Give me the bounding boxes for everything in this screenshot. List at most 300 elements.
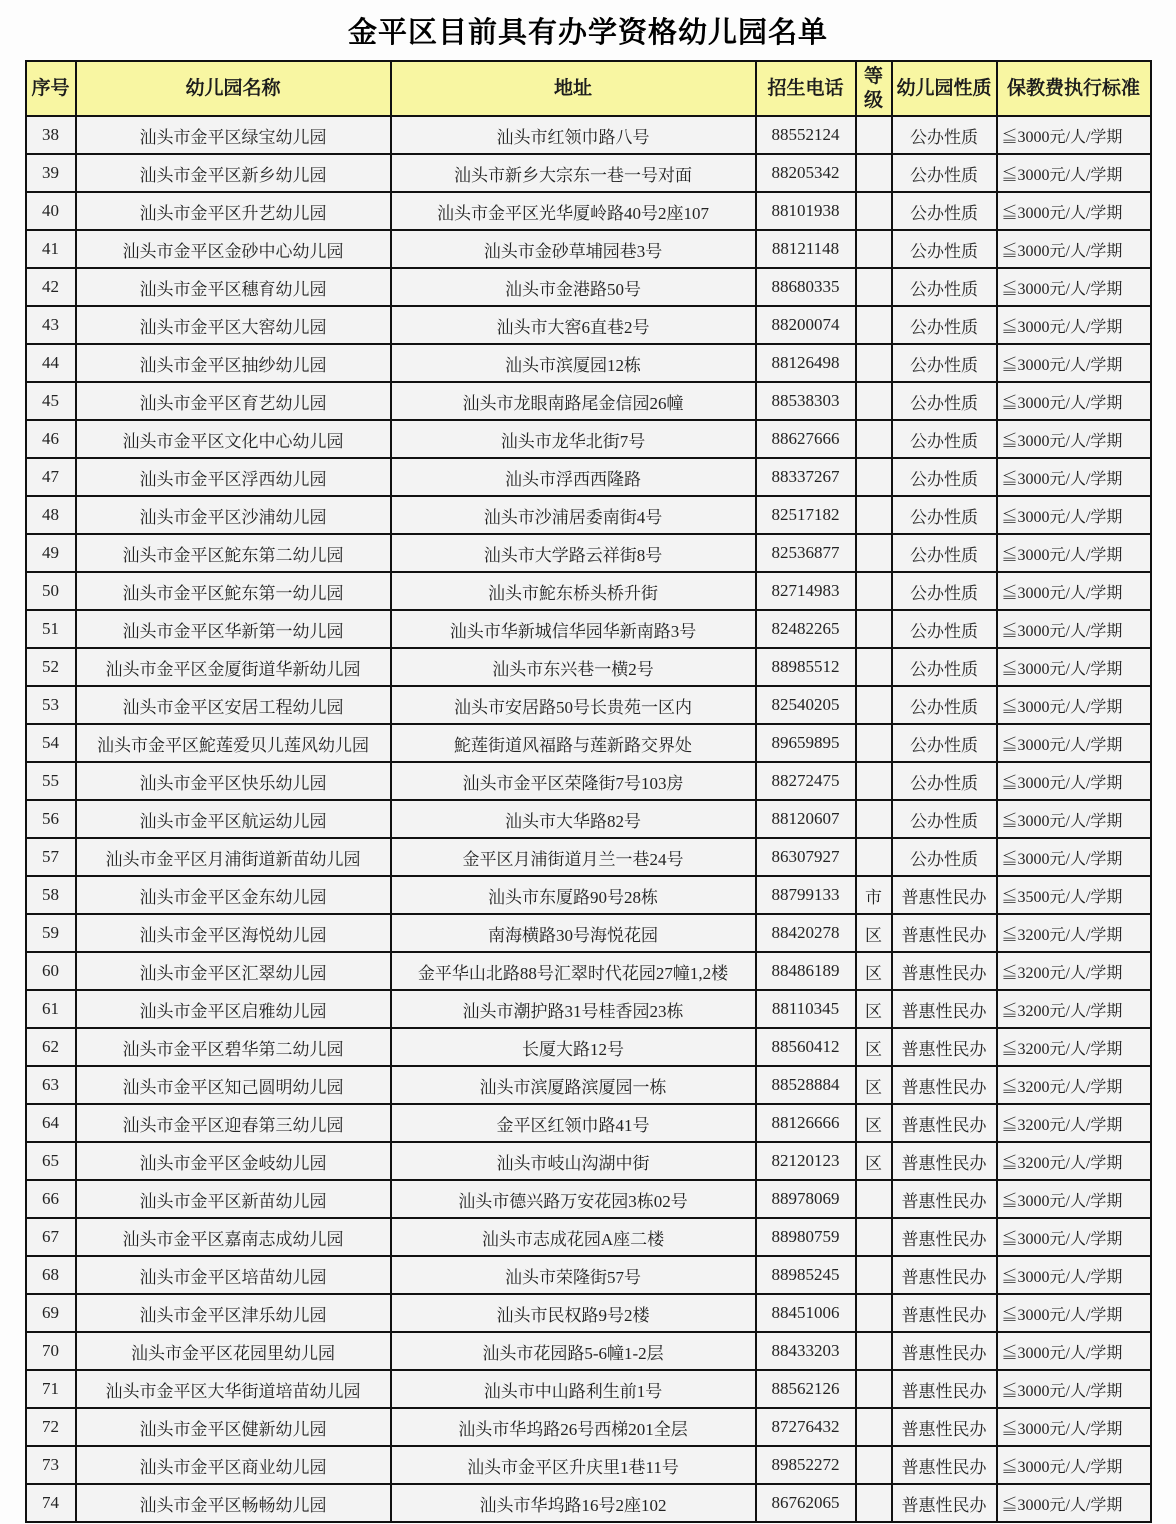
cell-kindergarten-name: 汕头市金平区鮀莲爱贝儿莲风幼儿园: [76, 724, 391, 762]
cell-enrollment-phone: 82120123: [756, 1142, 856, 1180]
cell-fee-standard: ≦3000元/人/学期: [997, 838, 1151, 876]
cell-nature: 公办性质: [892, 724, 997, 762]
cell-nature: 公办性质: [892, 648, 997, 686]
cell-kindergarten-name: 汕头市金平区育艺幼儿园: [76, 382, 391, 420]
cell-fee-standard: ≦3000元/人/学期: [997, 1332, 1151, 1370]
cell-fee-standard: ≦3000元/人/学期: [997, 1408, 1151, 1446]
cell-enrollment-phone: 88799133: [756, 876, 856, 914]
cell-serial-no: 64: [26, 1104, 76, 1142]
cell-nature: 公办性质: [892, 800, 997, 838]
cell-fee-standard: ≦3000元/人/学期: [997, 192, 1151, 230]
table-row: [26, 534, 1151, 572]
col-header-enrollment-phone: 招生电话: [756, 61, 856, 116]
cell-serial-no: 49: [26, 534, 76, 572]
cell-address: 汕头市沙浦居委南街4号: [391, 496, 756, 534]
table-row: [26, 1446, 1151, 1484]
cell-enrollment-phone: 89852272: [756, 1446, 856, 1484]
cell-serial-no: 65: [26, 1142, 76, 1180]
cell-nature: 公办性质: [892, 458, 997, 496]
cell-address: 汕头市潮护路31号桂香园23栋: [391, 990, 756, 1028]
cell-address: 汕头市滨厦路滨厦园一栋: [391, 1066, 756, 1104]
cell-enrollment-phone: 88985245: [756, 1256, 856, 1294]
table-row: [26, 1294, 1151, 1332]
cell-address: 汕头市东兴巷一横2号: [391, 648, 756, 686]
cell-kindergarten-name: 汕头市金平区金岐幼儿园: [76, 1142, 391, 1180]
cell-address: 汕头市志成花园A座二楼: [391, 1218, 756, 1256]
cell-serial-no: 63: [26, 1066, 76, 1104]
cell-fee-standard: ≦3000元/人/学期: [997, 344, 1151, 382]
cell-grade: 区: [856, 914, 892, 952]
cell-grade: [856, 382, 892, 420]
col-header-serial-no: 序号: [26, 61, 76, 116]
cell-address: 汕头市金平区光华厦岭路40号2座107: [391, 192, 756, 230]
table-row: [26, 762, 1151, 800]
table-row: [26, 1408, 1151, 1446]
cell-kindergarten-name: 汕头市金平区华新第一幼儿园: [76, 610, 391, 648]
cell-grade: [856, 1408, 892, 1446]
cell-address: 汕头市金平区升庆里1巷11号: [391, 1446, 756, 1484]
cell-address: 汕头市荣隆街57号: [391, 1256, 756, 1294]
cell-enrollment-phone: 88110345: [756, 990, 856, 1028]
cell-serial-no: 51: [26, 610, 76, 648]
cell-nature: 公办性质: [892, 686, 997, 724]
cell-nature: 公办性质: [892, 344, 997, 382]
cell-enrollment-phone: 88205342: [756, 154, 856, 192]
cell-nature: 公办性质: [892, 382, 997, 420]
table-row: [26, 192, 1151, 230]
cell-serial-no: 56: [26, 800, 76, 838]
cell-address: 汕头市金砂草埔园巷3号: [391, 230, 756, 268]
cell-kindergarten-name: 汕头市金平区迎春第三幼儿园: [76, 1104, 391, 1142]
cell-kindergarten-name: 汕头市金平区大华街道培苗幼儿园: [76, 1370, 391, 1408]
cell-grade: [856, 686, 892, 724]
cell-kindergarten-name: 汕头市金平区嘉南志成幼儿园: [76, 1218, 391, 1256]
cell-nature: 普惠性民办: [892, 1446, 997, 1484]
cell-nature: 普惠性民办: [892, 1294, 997, 1332]
cell-grade: [856, 534, 892, 572]
cell-enrollment-phone: 82714983: [756, 572, 856, 610]
cell-address: 汕头市龙眼南路尾金信园26幢: [391, 382, 756, 420]
cell-grade: [856, 116, 892, 154]
cell-kindergarten-name: 汕头市金平区健新幼儿园: [76, 1408, 391, 1446]
cell-grade: [856, 154, 892, 192]
cell-kindergarten-name: 汕头市金平区文化中心幼儿园: [76, 420, 391, 458]
cell-serial-no: 68: [26, 1256, 76, 1294]
col-header-nature: 幼儿园性质: [892, 61, 997, 116]
cell-grade: 区: [856, 1028, 892, 1066]
cell-enrollment-phone: 88120607: [756, 800, 856, 838]
cell-enrollment-phone: 82540205: [756, 686, 856, 724]
cell-serial-no: 47: [26, 458, 76, 496]
cell-kindergarten-name: 汕头市金平区月浦街道新苗幼儿园: [76, 838, 391, 876]
cell-enrollment-phone: 86762065: [756, 1484, 856, 1522]
table-row: [26, 1180, 1151, 1218]
cell-serial-no: 61: [26, 990, 76, 1028]
cell-nature: 公办性质: [892, 420, 997, 458]
cell-kindergarten-name: 汕头市金平区金厦街道华新幼儿园: [76, 648, 391, 686]
cell-nature: 公办性质: [892, 268, 997, 306]
cell-nature: 公办性质: [892, 572, 997, 610]
cell-serial-no: 40: [26, 192, 76, 230]
cell-serial-no: 70: [26, 1332, 76, 1370]
cell-nature: 公办性质: [892, 496, 997, 534]
cell-nature: 公办性质: [892, 116, 997, 154]
cell-enrollment-phone: 88121148: [756, 230, 856, 268]
cell-enrollment-phone: 88486189: [756, 952, 856, 990]
cell-serial-no: 55: [26, 762, 76, 800]
cell-enrollment-phone: 82536877: [756, 534, 856, 572]
cell-fee-standard: ≦3000元/人/学期: [997, 686, 1151, 724]
cell-nature: 普惠性民办: [892, 1066, 997, 1104]
cell-address: 汕头市红领巾路八号: [391, 116, 756, 154]
cell-fee-standard: ≦3000元/人/学期: [997, 1180, 1151, 1218]
cell-serial-no: 38: [26, 116, 76, 154]
cell-grade: [856, 762, 892, 800]
cell-address: 汕头市华新城信华园华新南路3号: [391, 610, 756, 648]
cell-kindergarten-name: 汕头市金平区启雅幼儿园: [76, 990, 391, 1028]
cell-kindergarten-name: 汕头市金平区花园里幼儿园: [76, 1332, 391, 1370]
cell-kindergarten-name: 汕头市金平区航运幼儿园: [76, 800, 391, 838]
cell-address: 汕头市民权路9号2楼: [391, 1294, 756, 1332]
cell-serial-no: 66: [26, 1180, 76, 1218]
cell-serial-no: 60: [26, 952, 76, 990]
cell-grade: 区: [856, 990, 892, 1028]
table-row: [26, 458, 1151, 496]
cell-enrollment-phone: 88126666: [756, 1104, 856, 1142]
table-row: [26, 1370, 1151, 1408]
table-row: [26, 990, 1151, 1028]
cell-address: 汕头市德兴路万安花园3栋02号: [391, 1180, 756, 1218]
cell-nature: 公办性质: [892, 610, 997, 648]
cell-enrollment-phone: 88101938: [756, 192, 856, 230]
cell-grade: 区: [856, 1142, 892, 1180]
table-row: [26, 952, 1151, 990]
table-row: [26, 1332, 1151, 1370]
cell-kindergarten-name: 汕头市金平区绿宝幼儿园: [76, 116, 391, 154]
table-row: [26, 1218, 1151, 1256]
cell-fee-standard: ≦3000元/人/学期: [997, 534, 1151, 572]
cell-serial-no: 74: [26, 1484, 76, 1522]
cell-address: 汕头市新乡大宗东一巷一号对面: [391, 154, 756, 192]
table-row: [26, 838, 1151, 876]
cell-enrollment-phone: 88978069: [756, 1180, 856, 1218]
cell-grade: [856, 420, 892, 458]
cell-enrollment-phone: 88272475: [756, 762, 856, 800]
cell-serial-no: 39: [26, 154, 76, 192]
cell-fee-standard: ≦3000元/人/学期: [997, 1218, 1151, 1256]
cell-grade: [856, 648, 892, 686]
cell-address: 汕头市华坞路16号2座102: [391, 1484, 756, 1522]
cell-enrollment-phone: 87276432: [756, 1408, 856, 1446]
cell-nature: 普惠性民办: [892, 1104, 997, 1142]
cell-nature: 普惠性民办: [892, 990, 997, 1028]
cell-kindergarten-name: 汕头市金平区商业幼儿园: [76, 1446, 391, 1484]
cell-grade: [856, 458, 892, 496]
table-row: [26, 116, 1151, 154]
cell-nature: 公办性质: [892, 154, 997, 192]
cell-address: 金平华山北路88号汇翠时代花园27幢1,2楼: [391, 952, 756, 990]
table-row: [26, 572, 1151, 610]
cell-fee-standard: ≦3200元/人/学期: [997, 1104, 1151, 1142]
cell-fee-standard: ≦3000元/人/学期: [997, 268, 1151, 306]
cell-address: 金平区月浦街道月兰一巷24号: [391, 838, 756, 876]
cell-kindergarten-name: 汕头市金平区金东幼儿园: [76, 876, 391, 914]
cell-fee-standard: ≦3000元/人/学期: [997, 800, 1151, 838]
cell-address: 汕头市大学路云祥街8号: [391, 534, 756, 572]
table-row: [26, 1256, 1151, 1294]
cell-serial-no: 43: [26, 306, 76, 344]
cell-serial-no: 62: [26, 1028, 76, 1066]
cell-enrollment-phone: 88562126: [756, 1370, 856, 1408]
cell-kindergarten-name: 汕头市金平区抽纱幼儿园: [76, 344, 391, 382]
cell-grade: [856, 1484, 892, 1522]
cell-enrollment-phone: 88538303: [756, 382, 856, 420]
cell-nature: 普惠性民办: [892, 876, 997, 914]
cell-fee-standard: ≦3200元/人/学期: [997, 914, 1151, 952]
cell-enrollment-phone: 88420278: [756, 914, 856, 952]
table-row: [26, 496, 1151, 534]
cell-kindergarten-name: 汕头市金平区鮀东第一幼儿园: [76, 572, 391, 610]
cell-kindergarten-name: 汕头市金平区金砂中心幼儿园: [76, 230, 391, 268]
table-row: [26, 1104, 1151, 1142]
cell-address: 汕头市东厦路90号28栋: [391, 876, 756, 914]
table-row: [26, 1066, 1151, 1104]
cell-serial-no: 45: [26, 382, 76, 420]
cell-enrollment-phone: 86307927: [756, 838, 856, 876]
cell-serial-no: 59: [26, 914, 76, 952]
col-header-address: 地址: [391, 61, 756, 116]
cell-nature: 普惠性民办: [892, 1484, 997, 1522]
cell-enrollment-phone: 82517182: [756, 496, 856, 534]
cell-enrollment-phone: 88560412: [756, 1028, 856, 1066]
header-row: [26, 61, 1151, 116]
cell-serial-no: 44: [26, 344, 76, 382]
cell-kindergarten-name: 汕头市金平区汇翠幼儿园: [76, 952, 391, 990]
cell-serial-no: 41: [26, 230, 76, 268]
table-row: [26, 610, 1151, 648]
cell-kindergarten-name: 汕头市金平区津乐幼儿园: [76, 1294, 391, 1332]
table-row: [26, 648, 1151, 686]
cell-grade: [856, 1180, 892, 1218]
table-row: [26, 344, 1151, 382]
cell-fee-standard: ≦3000元/人/学期: [997, 1484, 1151, 1522]
cell-enrollment-phone: 88433203: [756, 1332, 856, 1370]
table-row: [26, 382, 1151, 420]
cell-kindergarten-name: 汕头市金平区碧华第二幼儿园: [76, 1028, 391, 1066]
cell-address: 汕头市鮀东桥头桥升街: [391, 572, 756, 610]
cell-address: 汕头市金港路50号: [391, 268, 756, 306]
cell-fee-standard: ≦3000元/人/学期: [997, 572, 1151, 610]
cell-fee-standard: ≦3000元/人/学期: [997, 1446, 1151, 1484]
kindergarten-table: [25, 60, 1152, 1523]
cell-nature: 普惠性民办: [892, 1408, 997, 1446]
cell-nature: 公办性质: [892, 230, 997, 268]
cell-nature: 公办性质: [892, 762, 997, 800]
cell-serial-no: 52: [26, 648, 76, 686]
cell-fee-standard: ≦3200元/人/学期: [997, 1142, 1151, 1180]
cell-grade: 区: [856, 952, 892, 990]
cell-nature: 普惠性民办: [892, 1218, 997, 1256]
table-row: [26, 914, 1151, 952]
cell-address: 汕头市大窖6直巷2号: [391, 306, 756, 344]
cell-enrollment-phone: 88337267: [756, 458, 856, 496]
cell-fee-standard: ≦3200元/人/学期: [997, 990, 1151, 1028]
cell-serial-no: 54: [26, 724, 76, 762]
cell-nature: 公办性质: [892, 838, 997, 876]
table-row: [26, 686, 1151, 724]
cell-enrollment-phone: 88451006: [756, 1294, 856, 1332]
table-row: [26, 724, 1151, 762]
cell-kindergarten-name: 汕头市金平区鮀东第二幼儿园: [76, 534, 391, 572]
cell-serial-no: 48: [26, 496, 76, 534]
cell-address: 汕头市龙华北街7号: [391, 420, 756, 458]
table-row: [26, 230, 1151, 268]
cell-fee-standard: ≦3000元/人/学期: [997, 1370, 1151, 1408]
cell-grade: 市: [856, 876, 892, 914]
cell-address: 汕头市花园路5-6幢1-2层: [391, 1332, 756, 1370]
cell-enrollment-phone: 88528884: [756, 1066, 856, 1104]
cell-fee-standard: ≦3000元/人/学期: [997, 230, 1151, 268]
cell-address: 汕头市岐山沟湖中街: [391, 1142, 756, 1180]
cell-nature: 公办性质: [892, 306, 997, 344]
cell-fee-standard: ≦3200元/人/学期: [997, 1028, 1151, 1066]
cell-grade: [856, 192, 892, 230]
cell-nature: 普惠性民办: [892, 1180, 997, 1218]
table-row: [26, 420, 1151, 458]
cell-fee-standard: ≦3000元/人/学期: [997, 762, 1151, 800]
cell-enrollment-phone: 89659895: [756, 724, 856, 762]
cell-grade: [856, 306, 892, 344]
cell-serial-no: 42: [26, 268, 76, 306]
cell-serial-no: 71: [26, 1370, 76, 1408]
cell-fee-standard: ≦3000元/人/学期: [997, 1256, 1151, 1294]
cell-address: 鮀莲街道风福路与莲新路交界处: [391, 724, 756, 762]
col-header-kindergarten-name: 幼儿园名称: [76, 61, 391, 116]
table-row: [26, 268, 1151, 306]
cell-nature: 公办性质: [892, 534, 997, 572]
cell-kindergarten-name: 汕头市金平区大窖幼儿园: [76, 306, 391, 344]
cell-nature: 普惠性民办: [892, 1332, 997, 1370]
cell-fee-standard: ≦3000元/人/学期: [997, 496, 1151, 534]
cell-grade: [856, 1256, 892, 1294]
table-row: [26, 876, 1151, 914]
table-row: [26, 1142, 1151, 1180]
cell-enrollment-phone: 88980759: [756, 1218, 856, 1256]
cell-address: 金平区红领巾路41号: [391, 1104, 756, 1142]
cell-address: 汕头市滨厦园12栋: [391, 344, 756, 382]
cell-serial-no: 67: [26, 1218, 76, 1256]
table-row: [26, 154, 1151, 192]
cell-kindergarten-name: 汕头市金平区快乐幼儿园: [76, 762, 391, 800]
cell-grade: [856, 1218, 892, 1256]
cell-nature: 普惠性民办: [892, 1370, 997, 1408]
cell-grade: 区: [856, 1066, 892, 1104]
cell-grade: [856, 1294, 892, 1332]
cell-enrollment-phone: 88985512: [756, 648, 856, 686]
cell-enrollment-phone: 88627666: [756, 420, 856, 458]
cell-nature: 普惠性民办: [892, 952, 997, 990]
cell-nature: 普惠性民办: [892, 1256, 997, 1294]
cell-grade: [856, 610, 892, 648]
table-row: [26, 1484, 1151, 1522]
cell-fee-standard: ≦3200元/人/学期: [997, 952, 1151, 990]
cell-enrollment-phone: 88552124: [756, 116, 856, 154]
cell-serial-no: 57: [26, 838, 76, 876]
cell-kindergarten-name: 汕头市金平区海悦幼儿园: [76, 914, 391, 952]
cell-fee-standard: ≦3200元/人/学期: [997, 1066, 1151, 1104]
cell-address: 汕头市中山路利生前1号: [391, 1370, 756, 1408]
cell-fee-standard: ≦3000元/人/学期: [997, 154, 1151, 192]
cell-address: 汕头市金平区荣隆街7号103房: [391, 762, 756, 800]
cell-nature: 普惠性民办: [892, 1028, 997, 1066]
cell-grade: [856, 344, 892, 382]
cell-enrollment-phone: 82482265: [756, 610, 856, 648]
cell-serial-no: 50: [26, 572, 76, 610]
cell-serial-no: 73: [26, 1446, 76, 1484]
cell-fee-standard: ≦3000元/人/学期: [997, 610, 1151, 648]
cell-fee-standard: ≦3000元/人/学期: [997, 382, 1151, 420]
cell-grade: [856, 838, 892, 876]
cell-address: 长厦大路12号: [391, 1028, 756, 1066]
cell-grade: [856, 1370, 892, 1408]
cell-serial-no: 53: [26, 686, 76, 724]
cell-fee-standard: ≦3000元/人/学期: [997, 116, 1151, 154]
cell-kindergarten-name: 汕头市金平区新乡幼儿园: [76, 154, 391, 192]
table-row: [26, 1028, 1151, 1066]
cell-grade: [856, 1446, 892, 1484]
cell-fee-standard: ≦3000元/人/学期: [997, 648, 1151, 686]
cell-grade: [856, 230, 892, 268]
cell-kindergarten-name: 汕头市金平区知己圆明幼儿园: [76, 1066, 391, 1104]
cell-address: 汕头市华坞路26号西梯201全层: [391, 1408, 756, 1446]
col-header-grade: 等级: [856, 61, 892, 116]
cell-serial-no: 46: [26, 420, 76, 458]
table-row: [26, 800, 1151, 838]
cell-address: 南海横路30号海悦花园: [391, 914, 756, 952]
cell-address: 汕头市浮西西隆路: [391, 458, 756, 496]
cell-fee-standard: ≦3000元/人/学期: [997, 306, 1151, 344]
cell-nature: 普惠性民办: [892, 1142, 997, 1180]
cell-kindergarten-name: 汕头市金平区培苗幼儿园: [76, 1256, 391, 1294]
cell-fee-standard: ≦3500元/人/学期: [997, 876, 1151, 914]
cell-nature: 公办性质: [892, 192, 997, 230]
cell-fee-standard: ≦3000元/人/学期: [997, 420, 1151, 458]
cell-enrollment-phone: 88200074: [756, 306, 856, 344]
cell-address: 汕头市安居路50号长贵苑一区内: [391, 686, 756, 724]
page-title: 金平区目前具有办学资格幼儿园名单: [347, 17, 828, 49]
cell-kindergarten-name: 汕头市金平区升艺幼儿园: [76, 192, 391, 230]
cell-address: 汕头市大华路82号: [391, 800, 756, 838]
cell-kindergarten-name: 汕头市金平区沙浦幼儿园: [76, 496, 391, 534]
cell-kindergarten-name: 汕头市金平区新苗幼儿园: [76, 1180, 391, 1218]
cell-grade: [856, 268, 892, 306]
cell-serial-no: 69: [26, 1294, 76, 1332]
cell-grade: [856, 496, 892, 534]
cell-grade: [856, 724, 892, 762]
cell-kindergarten-name: 汕头市金平区穗育幼儿园: [76, 268, 391, 306]
cell-fee-standard: ≦3000元/人/学期: [997, 458, 1151, 496]
cell-enrollment-phone: 88680335: [756, 268, 856, 306]
cell-grade: [856, 800, 892, 838]
cell-fee-standard: ≦3000元/人/学期: [997, 1294, 1151, 1332]
cell-serial-no: 72: [26, 1408, 76, 1446]
cell-serial-no: 58: [26, 876, 76, 914]
cell-grade: [856, 572, 892, 610]
cell-kindergarten-name: 汕头市金平区浮西幼儿园: [76, 458, 391, 496]
col-header-fee-standard: 保教费执行标准: [997, 61, 1151, 116]
cell-nature: 普惠性民办: [892, 914, 997, 952]
cell-enrollment-phone: 88126498: [756, 344, 856, 382]
